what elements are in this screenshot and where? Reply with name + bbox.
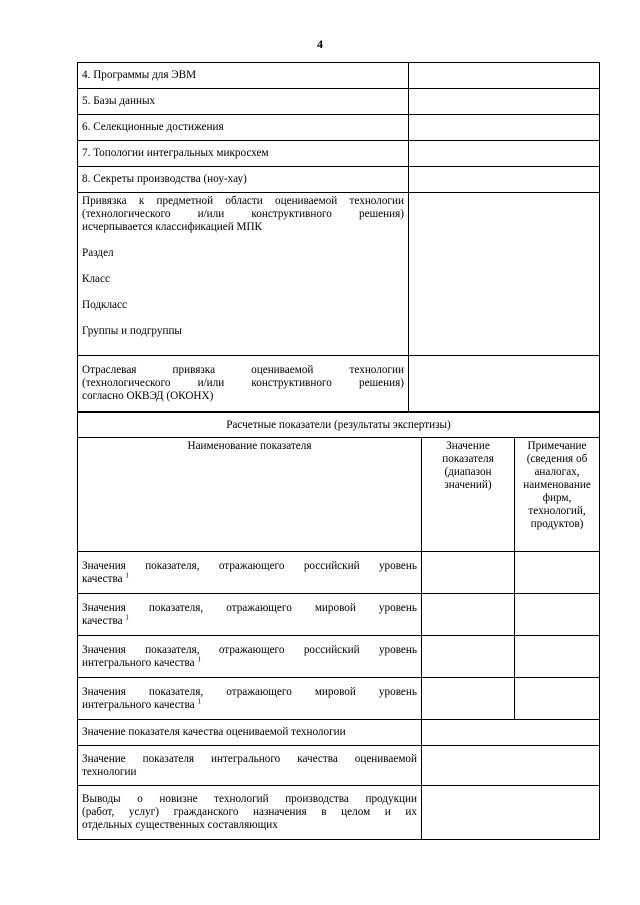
summary-novelty-line3: отдельных существенных составляющих [82, 819, 278, 831]
indicators-table [77, 412, 600, 840]
ipc-section-label: Раздел [82, 247, 114, 259]
ipc-binding-value[interactable] [409, 193, 600, 356]
row-value-breeding[interactable] [409, 115, 600, 141]
summary-integral-label [78, 746, 422, 786]
ip-objects-table [77, 62, 600, 412]
row-label-software: 4. Программы для ЭВМ [78, 63, 409, 89]
column-header-value: Значение показателя (диапазон значений) [422, 438, 515, 552]
indicator-line2: интегрального качества [82, 698, 195, 711]
indicator-line2: качества [82, 614, 123, 627]
summary-integral-line2: технологии [82, 765, 137, 778]
indicator-russian-integral-quality [78, 636, 422, 678]
row-value-know-how[interactable] [409, 167, 600, 193]
indicator-value[interactable] [422, 594, 515, 636]
summary-quality-value[interactable] [422, 720, 600, 746]
table-row [78, 746, 600, 786]
okved-binding-line2: (технологического и/или конструктивного решения) [82, 377, 404, 389]
indicator-world-quality [78, 594, 422, 636]
table-header-row [78, 438, 600, 552]
ipc-binding-line3: исчерпывается классификацией МПК [82, 221, 262, 233]
footnote-marker: 1 [125, 570, 129, 579]
row-label-breeding: 6. Селекционные достижения [78, 115, 409, 141]
indicator-line1: Значения показателя, отражающего мировой уровень [82, 685, 417, 698]
row-value-software[interactable] [409, 63, 600, 89]
summary-novelty-label [78, 786, 422, 840]
page-number: 4 [317, 37, 323, 51]
row-value-databases[interactable] [409, 89, 600, 115]
indicator-line1: Значения показателя, отражающего российский уровень [82, 643, 417, 656]
column-header-name: Наименование показателя [78, 438, 422, 552]
table-row [78, 89, 600, 115]
indicator-line1: Значения показателя, отражающего мировой уровень [82, 601, 417, 614]
indicator-value[interactable] [422, 678, 515, 720]
table-row [78, 63, 600, 89]
ipc-groups-label: Группы и подгруппы [82, 325, 182, 337]
indicator-russian-quality [78, 552, 422, 594]
table-row [78, 413, 600, 438]
indicator-world-integral-quality [78, 678, 422, 720]
summary-novelty-line2: (работ, услуг) гражданского назначения в целом и их [82, 806, 417, 818]
indicator-line2: интегрального качества [82, 656, 195, 669]
table-row [78, 594, 600, 636]
okved-binding-cell [78, 356, 409, 412]
okved-binding-line1: Отраслевая привязка оцениваемой технологии [82, 364, 404, 376]
table-row [78, 193, 600, 356]
table-row [78, 167, 600, 193]
indicator-line1: Значения показателя, отражающего российский уровень [82, 559, 417, 572]
ipc-binding-cell [78, 193, 409, 356]
ipc-class-label: Класс [82, 273, 110, 285]
indicator-line2: качества [82, 572, 123, 585]
summary-integral-value[interactable] [422, 746, 600, 786]
summary-novelty-value[interactable] [422, 786, 600, 840]
column-header-note: Примечание (сведения об аналогах, наименование фирм, технологий, продуктов) [515, 438, 600, 552]
row-label-topologies: 7. Топологии интегральных микросхем [78, 141, 409, 167]
table-row [78, 356, 600, 412]
indicator-note[interactable] [515, 636, 600, 678]
ipc-binding-line1: Привязка к предметной области оцениваемой технологии [82, 195, 404, 207]
table-row [78, 720, 600, 746]
summary-integral-line1: Значение показателя интегрального качества оцениваемой [82, 752, 417, 765]
summary-novelty-line1: Выводы о новизне технологий производства продукции [82, 793, 417, 805]
indicator-note[interactable] [515, 552, 600, 594]
footnote-marker: 1 [197, 654, 201, 663]
row-label-know-how: 8. Секреты производства (ноу-хау) [78, 167, 409, 193]
row-label-databases: 5. Базы данных [78, 89, 409, 115]
indicator-value[interactable] [422, 636, 515, 678]
indicator-note[interactable] [515, 594, 600, 636]
table-row [78, 636, 600, 678]
footnote-marker: 1 [125, 612, 129, 621]
ipc-binding-line2: (технологического и/или конструктивного решения) [82, 208, 404, 220]
table-row [78, 141, 600, 167]
ipc-subclass-label: Подкласс [82, 299, 127, 311]
section-title: Расчетные показатели (результаты экспертизы) [78, 413, 600, 438]
table-row [78, 115, 600, 141]
indicator-note[interactable] [515, 678, 600, 720]
summary-quality-label: Значение показателя качества оцениваемой технологии [78, 720, 422, 746]
row-value-topologies[interactable] [409, 141, 600, 167]
okved-binding-line3: согласно ОКВЭД (ОКОНХ) [82, 390, 214, 402]
table-row [78, 678, 600, 720]
indicator-value[interactable] [422, 552, 515, 594]
okved-binding-value[interactable] [409, 356, 600, 412]
footnote-marker: 1 [197, 696, 201, 705]
table-row [78, 786, 600, 840]
table-row [78, 552, 600, 594]
